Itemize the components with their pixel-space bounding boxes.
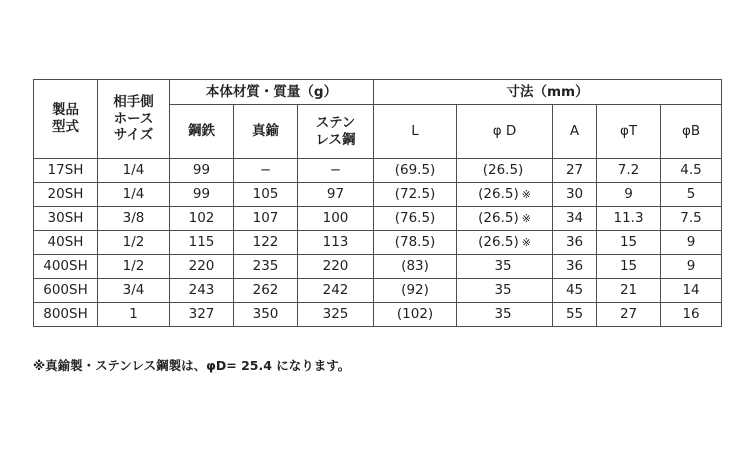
cell-D-value: 35 — [494, 282, 512, 299]
cell-T: 9 — [597, 183, 661, 207]
cell-hose: 1 — [98, 303, 170, 327]
cell-B: 16 — [661, 303, 722, 327]
header-stainless — [298, 105, 374, 159]
cell-T: 27 — [597, 303, 661, 327]
cell-hose: 1/2 — [98, 255, 170, 279]
cell-B: 9 — [661, 255, 722, 279]
header-steel: 鋼鉄 — [170, 105, 234, 159]
cell-D — [457, 255, 553, 279]
cell-D-value: (26.5) — [482, 162, 524, 179]
table-row — [34, 255, 722, 279]
header-L: L — [374, 105, 457, 159]
cell-stainless: − — [298, 159, 374, 183]
cell-L: (76.5) — [374, 207, 457, 231]
header-model — [34, 80, 98, 159]
cell-model: 30SH — [34, 207, 98, 231]
header-model-text: 製品 型式 — [52, 102, 79, 135]
cell-stainless: 100 — [298, 207, 374, 231]
cell-B: 9 — [661, 231, 722, 255]
spec-table-body — [34, 159, 722, 327]
cell-model: 17SH — [34, 159, 98, 183]
cell-A: 55 — [553, 303, 597, 327]
cell-L: (83) — [374, 255, 457, 279]
cell-steel: 102 — [170, 207, 234, 231]
spec-table — [33, 79, 722, 327]
cell-A: 36 — [553, 231, 597, 255]
cell-L: (72.5) — [374, 183, 457, 207]
cell-stainless: 325 — [298, 303, 374, 327]
cell-hose: 3/8 — [98, 207, 170, 231]
cell-D — [457, 207, 553, 231]
cell-A: 30 — [553, 183, 597, 207]
header-row-1 — [34, 80, 722, 105]
header-hose-size-text: 相手側 ホース サイズ — [113, 93, 154, 144]
cell-D-note: ※ — [521, 236, 531, 250]
cell-B: 4.5 — [661, 159, 722, 183]
cell-A: 45 — [553, 279, 597, 303]
cell-hose: 3/4 — [98, 279, 170, 303]
cell-D-value: 35 — [494, 306, 512, 323]
cell-B: 14 — [661, 279, 722, 303]
cell-D — [457, 159, 553, 183]
cell-B: 5 — [661, 183, 722, 207]
cell-D-value: 35 — [494, 258, 512, 275]
table-row — [34, 279, 722, 303]
table-row — [34, 207, 722, 231]
cell-brass: 350 — [234, 303, 298, 327]
cell-D-value: (26.5) — [478, 234, 519, 251]
cell-brass: 107 — [234, 207, 298, 231]
cell-L: (102) — [374, 303, 457, 327]
header-hose-size — [98, 80, 170, 159]
cell-model: 400SH — [34, 255, 98, 279]
cell-L: (69.5) — [374, 159, 457, 183]
cell-A: 36 — [553, 255, 597, 279]
header-phiB: φB — [661, 105, 722, 159]
cell-L: (78.5) — [374, 231, 457, 255]
cell-D-value: (26.5) — [478, 210, 519, 227]
cell-B: 7.5 — [661, 207, 722, 231]
header-phiT: φT — [597, 105, 661, 159]
cell-model: 600SH — [34, 279, 98, 303]
cell-stainless: 220 — [298, 255, 374, 279]
cell-steel: 115 — [170, 231, 234, 255]
header-material-weight: 本体材質・質量（g） — [170, 80, 374, 105]
cell-steel: 99 — [170, 159, 234, 183]
cell-A: 27 — [553, 159, 597, 183]
cell-stainless: 242 — [298, 279, 374, 303]
cell-steel: 99 — [170, 183, 234, 207]
cell-D-value: (26.5) — [478, 186, 519, 203]
cell-L: (92) — [374, 279, 457, 303]
cell-brass: 262 — [234, 279, 298, 303]
cell-hose: 1/4 — [98, 159, 170, 183]
cell-D — [457, 303, 553, 327]
cell-brass: 122 — [234, 231, 298, 255]
cell-steel: 327 — [170, 303, 234, 327]
cell-steel: 220 — [170, 255, 234, 279]
footnote: ※真鍮製・ステンレス鋼製は、φD= 25.4 になります。 — [33, 358, 351, 373]
cell-brass: 105 — [234, 183, 298, 207]
cell-hose: 1/2 — [98, 231, 170, 255]
cell-D — [457, 231, 553, 255]
cell-model: 20SH — [34, 183, 98, 207]
cell-T: 11.3 — [597, 207, 661, 231]
cell-stainless: 97 — [298, 183, 374, 207]
cell-hose: 1/4 — [98, 183, 170, 207]
cell-A: 34 — [553, 207, 597, 231]
cell-model: 800SH — [34, 303, 98, 327]
cell-stainless: 113 — [298, 231, 374, 255]
cell-D-note: ※ — [521, 212, 531, 226]
cell-T: 15 — [597, 255, 661, 279]
cell-D-note: ※ — [521, 188, 531, 202]
cell-D — [457, 279, 553, 303]
header-brass: 真鍮 — [234, 105, 298, 159]
cell-model: 40SH — [34, 231, 98, 255]
header-dimensions: 寸法（mm） — [374, 80, 722, 105]
cell-steel: 243 — [170, 279, 234, 303]
cell-brass: 235 — [234, 255, 298, 279]
table-row — [34, 231, 722, 255]
cell-T: 21 — [597, 279, 661, 303]
header-A: A — [553, 105, 597, 159]
table-row — [34, 159, 722, 183]
cell-D — [457, 183, 553, 207]
table-row — [34, 303, 722, 327]
table-row — [34, 183, 722, 207]
cell-T: 7.2 — [597, 159, 661, 183]
cell-T: 15 — [597, 231, 661, 255]
header-phiD: φ D — [457, 105, 553, 159]
header-stainless-text: ステン レス鋼 — [315, 114, 356, 148]
cell-brass: − — [234, 159, 298, 183]
